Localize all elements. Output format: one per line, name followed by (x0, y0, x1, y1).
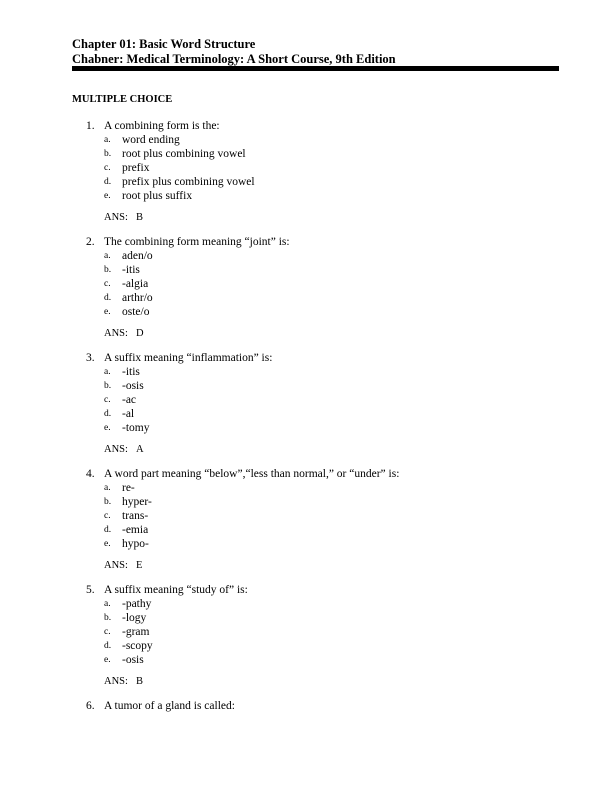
option-text: -itis (122, 366, 140, 378)
book-title: Chabner: Medical Terminology: A Short Course, 9th Edition (72, 51, 396, 66)
question-2 (72, 235, 558, 341)
question-number: 5. (86, 584, 95, 596)
option-letter: c. (104, 395, 111, 405)
option-letter: e. (104, 423, 111, 433)
option-text: prefix plus combining vowel (122, 176, 255, 188)
option-text: -osis (122, 654, 144, 666)
option-text: hypo- (122, 538, 149, 550)
question-text: A suffix meaning “inflammation” is: (104, 352, 273, 364)
option-b (72, 611, 558, 625)
option-text: -logy (122, 612, 147, 624)
option-c (72, 161, 558, 175)
question-5 (72, 583, 558, 689)
option-letter: a. (104, 599, 111, 609)
option-b (72, 147, 558, 161)
option-text: -tomy (122, 422, 150, 434)
option-b (72, 379, 558, 393)
option-a (72, 481, 558, 495)
option-text: word ending (122, 134, 180, 146)
option-letter: b. (104, 381, 112, 391)
option-c (72, 625, 558, 639)
question-text: A tumor of a gland is called: (104, 700, 235, 712)
option-letter: a. (104, 483, 111, 493)
option-letter: c. (104, 163, 111, 173)
answer-value: A (136, 444, 144, 455)
option-letter: e. (104, 655, 111, 665)
option-letter: a. (104, 135, 111, 145)
option-text: -pathy (122, 598, 152, 610)
question-number: 2. (86, 236, 95, 248)
option-letter: b. (104, 265, 112, 275)
question-number: 6. (86, 700, 95, 712)
answer-value: E (136, 560, 143, 571)
option-text: hyper- (122, 496, 152, 508)
option-a (72, 597, 558, 611)
option-letter: d. (104, 409, 112, 419)
question-number: 1. (86, 120, 95, 132)
option-list (72, 133, 558, 203)
answer-line (72, 327, 558, 341)
document-header (72, 37, 558, 66)
answer-label: ANS: (104, 328, 128, 339)
option-letter: e. (104, 539, 111, 549)
question-text: The combining form meaning “joint” is: (104, 236, 290, 248)
answer-line (72, 211, 558, 225)
option-e (72, 189, 558, 203)
option-letter: b. (104, 497, 112, 507)
answer-line (72, 443, 558, 457)
option-letter: b. (104, 613, 112, 623)
option-e (72, 653, 558, 667)
question-3 (72, 351, 558, 457)
option-text: -algia (122, 278, 149, 290)
answer-label: ANS: (104, 212, 128, 223)
option-letter: a. (104, 251, 111, 261)
option-text: -emia (122, 524, 149, 536)
question-4 (72, 467, 558, 573)
option-d (72, 175, 558, 189)
option-text: -scopy (122, 640, 153, 652)
option-letter: d. (104, 525, 112, 535)
question-text: A suffix meaning “study of” is: (104, 584, 248, 596)
option-text: prefix (122, 162, 150, 174)
option-text: root plus combining vowel (122, 148, 246, 160)
option-list (72, 597, 558, 667)
option-text: trans- (122, 510, 149, 522)
question-text: A combining form is the: (104, 120, 220, 132)
option-d (72, 523, 558, 537)
option-letter: e. (104, 191, 111, 201)
option-list (72, 365, 558, 435)
answer-label: ANS: (104, 444, 128, 455)
section-title: MULTIPLE CHOICE (72, 94, 173, 105)
answer-value: D (136, 328, 144, 339)
option-b (72, 263, 558, 277)
option-text: -osis (122, 380, 144, 392)
answer-label: ANS: (104, 560, 128, 571)
option-a (72, 365, 558, 379)
question-6 (72, 699, 558, 713)
option-d (72, 407, 558, 421)
option-text: -gram (122, 626, 150, 638)
option-text: aden/o (122, 250, 153, 262)
answer-line (72, 675, 558, 689)
option-letter: b. (104, 149, 112, 159)
option-list (72, 481, 558, 551)
question-1 (72, 119, 558, 225)
option-text: arthr/o (122, 292, 153, 304)
answer-value: B (136, 212, 144, 223)
option-d (72, 291, 558, 305)
answer-label: ANS: (104, 676, 128, 687)
option-a (72, 133, 558, 147)
option-letter: d. (104, 293, 112, 303)
option-c (72, 509, 558, 523)
option-c (72, 277, 558, 291)
option-letter: c. (104, 511, 111, 521)
option-letter: c. (104, 627, 111, 637)
option-letter: e. (104, 307, 111, 317)
question-text: A word part meaning “below”,“less than normal,” or “under” is: (104, 468, 400, 480)
option-e (72, 537, 558, 551)
option-e (72, 305, 558, 319)
header-rule (72, 66, 559, 71)
question-number: 3. (86, 352, 95, 364)
option-text: oste/o (122, 306, 150, 318)
option-d (72, 639, 558, 653)
option-text: -itis (122, 264, 140, 276)
option-e (72, 421, 558, 435)
option-letter: a. (104, 367, 111, 377)
answer-value: B (136, 676, 144, 687)
option-text: -al (122, 408, 135, 420)
chapter-title: Chapter 01: Basic Word Structure (72, 37, 256, 51)
option-b (72, 495, 558, 509)
question-number: 4. (86, 468, 95, 480)
option-text: re- (122, 482, 135, 494)
option-letter: d. (104, 177, 112, 187)
answer-line (72, 559, 558, 573)
option-list (72, 249, 558, 319)
option-text: root plus suffix (122, 190, 193, 202)
option-letter: c. (104, 279, 111, 289)
option-text: -ac (122, 394, 137, 406)
option-a (72, 249, 558, 263)
option-letter: d. (104, 641, 112, 651)
option-c (72, 393, 558, 407)
